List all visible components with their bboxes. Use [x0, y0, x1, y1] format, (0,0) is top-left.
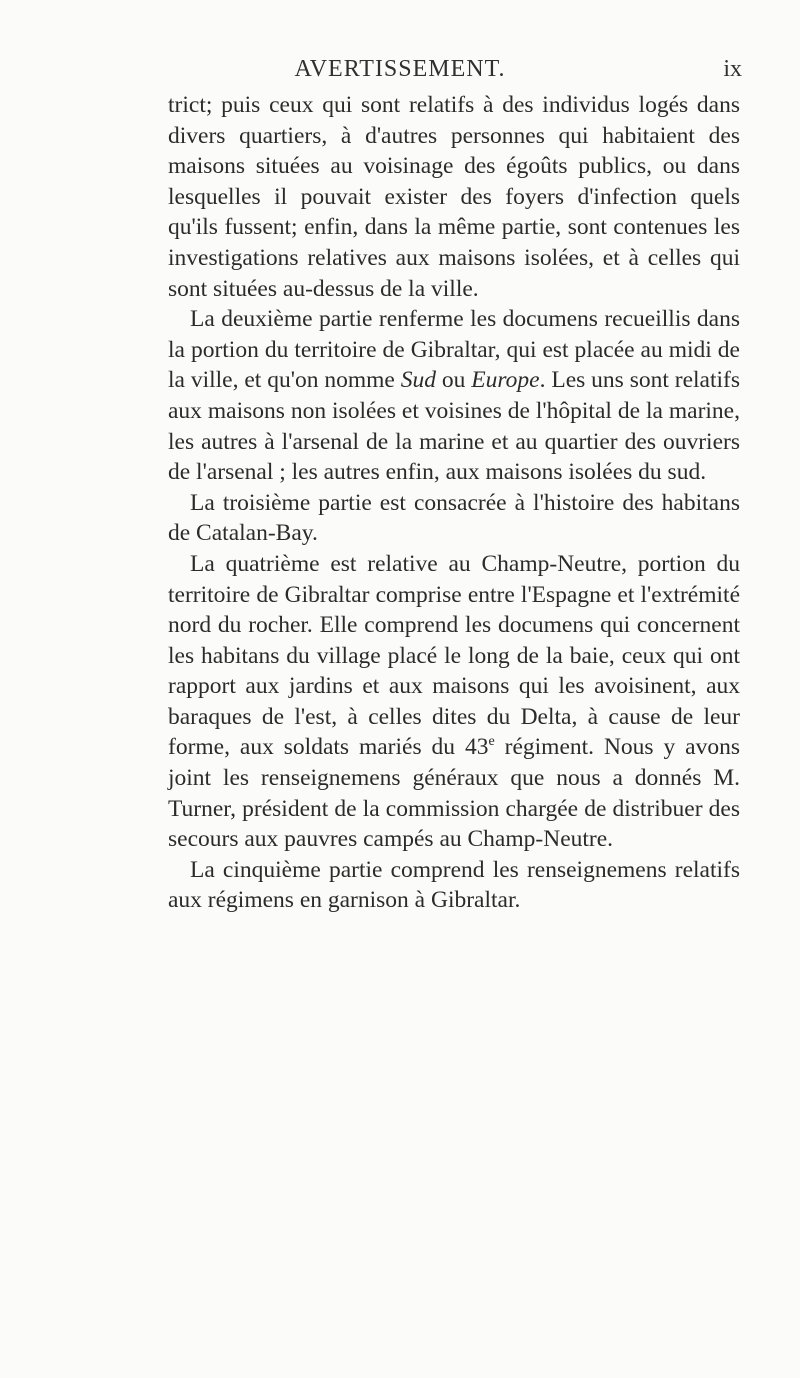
paragraph-text: La quatrième est relative au Champ-Neutre, portion du territoire de Gibraltar comprise entre l'Espagne et l'extrémité nord du rocher. Elle comprend les documens qui concernent les habitans du village placé le long de la baie, ceux qui ont rapport aux jardins et aux maisons qui les avoisinent, aux baraques de l'est, à celles dites du Delta, à cause de leur forme, aux soldats mariés du 43 [168, 550, 740, 761]
paragraph-fifth-part [168, 855, 740, 916]
italic-term-sud: Sud [400, 367, 436, 394]
paragraph-text: La cinquième partie comprend les renseignemens relatifs aux régimens en garnison à Gibraltar. [168, 856, 740, 914]
paragraph-fourth-part [168, 549, 740, 855]
running-head [0, 52, 800, 86]
paragraph-text: trict; puis ceux qui sont relatifs à des individus logés dans divers quartiers, à d'autres personnes qui habitaient des maisons situées au voisinage des égoûts publics, ou dans lesquelles il pouvait exister des foyers d'infection quels qu'ils fussent; enfin, dans la même partie, sont contenues les investigations relatives aux maisons isolées, et à celles qui sont situées au-dessus de la ville. [168, 92, 740, 302]
paragraph-text: La troisième partie est consacrée à l'histoire des habitans de Catalan-Bay. [168, 489, 740, 547]
paragraph-text: La deuxième partie renferme les documens recueillis dans la portion du territoire de Gibraltar, qui est placée au midi de la ville, et qu'on nomme [168, 306, 740, 394]
italic-term-europe: Europe [471, 367, 540, 394]
body-text [168, 90, 740, 916]
paragraph-third-part [168, 488, 740, 549]
paragraph-second-part [168, 304, 740, 488]
running-title: AVERTISSEMENT. [294, 56, 506, 82]
paragraph-continued [168, 90, 740, 304]
ordinal-superscript: e [488, 734, 495, 750]
page-number: ix [723, 56, 742, 82]
paragraph-text: . Les uns sont relatifs aux maisons non isolées et voisines de l'hôpital de la marine, les autres à l'arsenal de la marine et au quartier des ouvriers de l'arsenal ; les autres enfin, aux maisons isolées du sud. [168, 367, 740, 486]
paragraph-text: ou [435, 367, 472, 394]
paragraph-text: régiment. Nous y avons joint les renseignemens généraux que nous a donnés M. Turner, président de la commission chargée de distribuer des secours aux pauvres campés au Champ-Neutre. [168, 734, 741, 853]
